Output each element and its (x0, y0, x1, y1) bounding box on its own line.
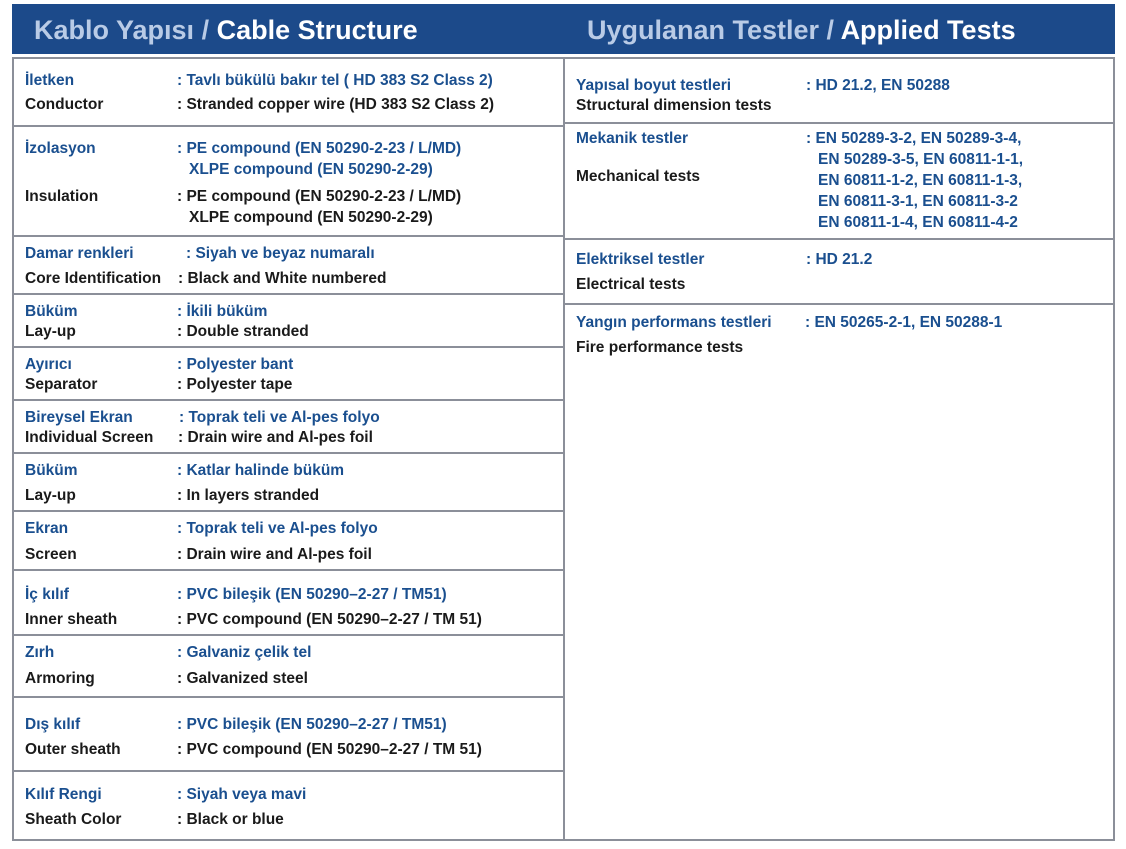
tr-label: Ekran (25, 520, 69, 537)
en-label: Screen (25, 546, 77, 563)
en-value: : In layers stranded (177, 487, 320, 504)
en-value: : Black and White numbered (178, 270, 387, 287)
en-label: Core Identification (25, 270, 162, 287)
en-value-2: XLPE compound (EN 50290-2-29) (189, 209, 433, 226)
en-label: Individual Screen (25, 429, 154, 446)
tr-label: İç kılıf (25, 586, 69, 603)
tr-value: : Siyah veya mavi (177, 786, 307, 803)
structure-row-outer-sheath (14, 698, 563, 772)
test-standards: : HD 21.2, EN 50288 (806, 77, 950, 94)
test-standards: : EN 50265-2-1, EN 50288-1 (805, 314, 1003, 331)
tr-value: : Siyah ve beyaz numaralı (186, 245, 375, 262)
en-value: : PVC compound (EN 50290–2-27 / TM 51) (177, 611, 482, 628)
test-row-electrical (565, 240, 1113, 305)
tr-value: : Galvaniz çelik tel (177, 644, 312, 661)
en-value: : PE compound (EN 50290-2-23 / L/MD) (177, 188, 462, 205)
tr-label: Yangın performans testleri (576, 314, 772, 331)
test-standards-line: : EN 50289-3-2, EN 50289-3-4, (806, 130, 1022, 147)
test-standards: : HD 21.2 (806, 251, 873, 268)
test-row-structural-dimension (565, 59, 1113, 124)
applied-tests-title-tr: Uygulanan Testler / (587, 15, 835, 45)
en-label: Outer sheath (25, 741, 121, 758)
test-row-fire-performance (565, 305, 1113, 841)
tr-label: Zırh (25, 644, 55, 661)
applied-tests-title-en: Applied Tests (840, 15, 1016, 45)
tr-label: Büküm (25, 303, 78, 320)
en-value: : Drain wire and Al-pes foil (177, 546, 372, 563)
en-value: : Polyester tape (177, 376, 293, 393)
en-label: Sheath Color (25, 811, 122, 828)
tr-label: İzolasyon (25, 140, 96, 157)
tr-value-2: XLPE compound (EN 50290-2-29) (189, 161, 433, 178)
en-label: Conductor (25, 96, 104, 113)
en-value: : Stranded copper wire (HD 383 S2 Class 2) (177, 96, 494, 113)
en-label: Mechanical tests (576, 168, 701, 185)
tr-label: Ayırıcı (25, 356, 72, 373)
en-value: : Double stranded (177, 323, 309, 340)
tr-value: : Polyester bant (177, 356, 294, 373)
applied-tests-title (587, 4, 1016, 54)
en-value: : Black or blue (177, 811, 284, 828)
structure-row-inner-sheath (14, 571, 563, 636)
tr-value: : Tavlı bükülü bakır tel ( HD 383 S2 Class 2) (177, 72, 493, 89)
en-label: Structural dimension tests (576, 97, 772, 114)
tr-label: Elektriksel testler (576, 251, 705, 268)
applied-tests-table (565, 57, 1115, 841)
cable-datasheet (12, 4, 1115, 840)
cable-structure-title (34, 4, 418, 54)
test-standards-line: EN 60811-3-1, EN 60811-3-2 (818, 193, 1018, 210)
en-value: : Drain wire and Al-pes foil (178, 429, 373, 446)
en-value: : Galvanized steel (177, 670, 308, 687)
tr-value: : PE compound (EN 50290-2-23 / L/MD) (177, 140, 462, 157)
test-standards-line: EN 50289-3-5, EN 60811-1-1, (818, 151, 1024, 168)
test-row-mechanical (565, 124, 1113, 240)
en-label: Lay-up (25, 487, 76, 504)
structure-row-layup-layers (14, 454, 563, 512)
tr-value: : Toprak teli ve Al-pes folyo (179, 409, 380, 426)
tr-label: Dış kılıf (25, 716, 81, 733)
structure-row-insulation (14, 127, 563, 237)
test-standards-line: EN 60811-1-4, EN 60811-4-2 (818, 214, 1018, 231)
tr-value: : Katlar halinde büküm (177, 462, 345, 479)
tr-label: İletken (25, 72, 75, 89)
structure-row-individual-screen (14, 401, 563, 454)
structure-row-sheath-color (14, 772, 563, 841)
test-standards-line: EN 60811-1-2, EN 60811-1-3, (818, 172, 1023, 189)
en-label: Lay-up (25, 323, 76, 340)
en-label: Armoring (25, 670, 95, 687)
structure-row-core-identification (14, 237, 563, 295)
tr-value: : PVC bileşik (EN 50290–2-27 / TM51) (177, 716, 447, 733)
en-label: Insulation (25, 188, 99, 205)
tr-value: : PVC bileşik (EN 50290–2-27 / TM51) (177, 586, 447, 603)
tr-label: Kılıf Rengi (25, 786, 102, 803)
structure-row-layup-double (14, 295, 563, 348)
tr-value: : İkili büküm (177, 303, 268, 320)
tr-value: : Toprak teli ve Al-pes folyo (177, 520, 378, 537)
tr-label: Yapısal boyut testleri (576, 77, 732, 94)
structure-row-conductor (14, 59, 563, 127)
cable-structure-title-en: Cable Structure (216, 15, 418, 45)
en-label: Inner sheath (25, 611, 118, 628)
en-label: Separator (25, 376, 98, 393)
tr-label: Büküm (25, 462, 78, 479)
header-bar (12, 4, 1115, 54)
structure-row-separator (14, 348, 563, 401)
cable-structure-title-tr: Kablo Yapısı / (34, 15, 210, 45)
en-label: Electrical tests (576, 276, 686, 293)
tr-label: Damar renkleri (25, 245, 134, 262)
en-value: : PVC compound (EN 50290–2-27 / TM 51) (177, 741, 482, 758)
en-label: Fire performance tests (576, 339, 744, 356)
structure-row-screen (14, 512, 563, 571)
structure-row-armoring (14, 636, 563, 698)
cable-structure-table (12, 57, 565, 841)
tr-label: Mekanik testler (576, 130, 688, 147)
tr-label: Bireysel Ekran (25, 409, 133, 426)
